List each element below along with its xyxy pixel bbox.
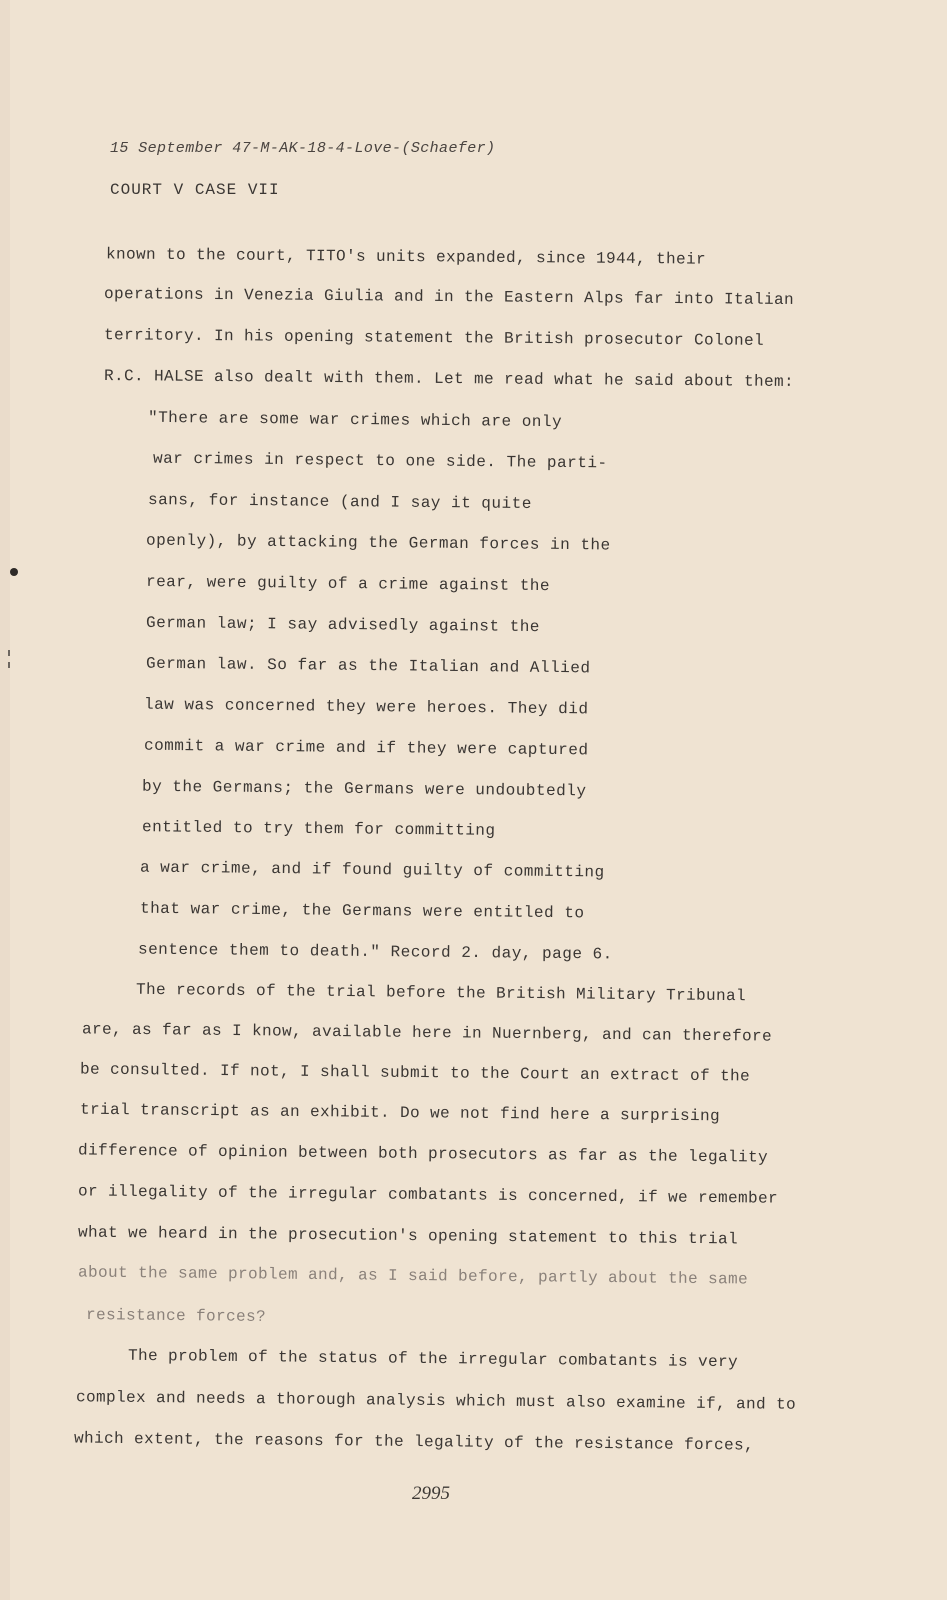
body-line: R.C. HALSE also dealt with them. Let me read what he said about them: (103, 366, 795, 392)
quote-line: openly), by attacking the German forces in the (145, 531, 611, 555)
quote-line: law was concerned they were heroes. They did (143, 695, 589, 719)
punch-hole-mark (10, 568, 18, 576)
page-edge (0, 0, 10, 1600)
quote-line: sentence them to death." Record 2. day, page 6. (137, 940, 613, 964)
quote-line: war crimes in respect to one side. The parti- (152, 449, 608, 473)
body-line: about the same problem and, as I said before, partly about the same (77, 1263, 749, 1289)
quote-line: that war crime, the Germans were entitled to (139, 899, 585, 923)
quote-line: German law; I say advisedly against the (145, 613, 541, 637)
body-line: territory. In his opening statement the British prosecutor Colonel (103, 326, 765, 350)
margin-tick-mark (8, 650, 10, 656)
body-line: resistance forces? (85, 1306, 267, 1326)
body-line: known to the court, TITO's units expanded, since 1944, their (105, 245, 707, 269)
quote-line: by the Germans; the Germans were undoubtedly (141, 777, 587, 801)
quote-line: commit a war crime and if they were captured (143, 736, 589, 760)
header-date-line: 15 September 47-M-AK-18-4-Love-(Schaefer) (110, 140, 496, 157)
body-line: are, as far as I know, available here in Nuernberg, and can therefore (81, 1020, 773, 1046)
quote-line: a war crime, and if found guilty of committing (139, 858, 605, 882)
body-line: The problem of the status of the irregular combatants is very (127, 1346, 739, 1372)
quote-line: German law. So far as the Italian and Allied (145, 654, 591, 678)
body-line: operations in Venezia Giulia and in the Eastern Alps far into Italian (103, 284, 795, 310)
header-case-line: COURT V CASE VII (110, 181, 280, 199)
body-line: which extent, the reasons for the legality of the resistance forces, (73, 1429, 755, 1455)
quote-line: sans, for instance (and I say it quite (147, 490, 532, 514)
quote-line: rear, were guilty of a crime against the (145, 572, 551, 596)
body-line: or illegality of the irregular combatants is concerned, if we remember (77, 1182, 779, 1208)
body-line: complex and needs a thorough analysis which must also examine if, and to (75, 1388, 797, 1414)
margin-tick-mark (8, 662, 10, 668)
body-line: what we heard in the prosecution's opening statement to this trial (77, 1223, 739, 1249)
quote-line: entitled to try them for committing (141, 818, 496, 840)
body-line: difference of opinion between both prosecutors as far as the legality (77, 1141, 769, 1167)
page-number: 2995 (412, 1483, 450, 1504)
body-line: trial transcript as an exhibit. Do we not find here a surprising (79, 1100, 721, 1126)
body-line: be consulted. If not, I shall submit to the Court an extract of the (79, 1060, 751, 1086)
quote-line: "There are some war crimes which are only (147, 408, 563, 432)
body-line: The records of the trial before the British Military Tribunal (135, 980, 747, 1006)
